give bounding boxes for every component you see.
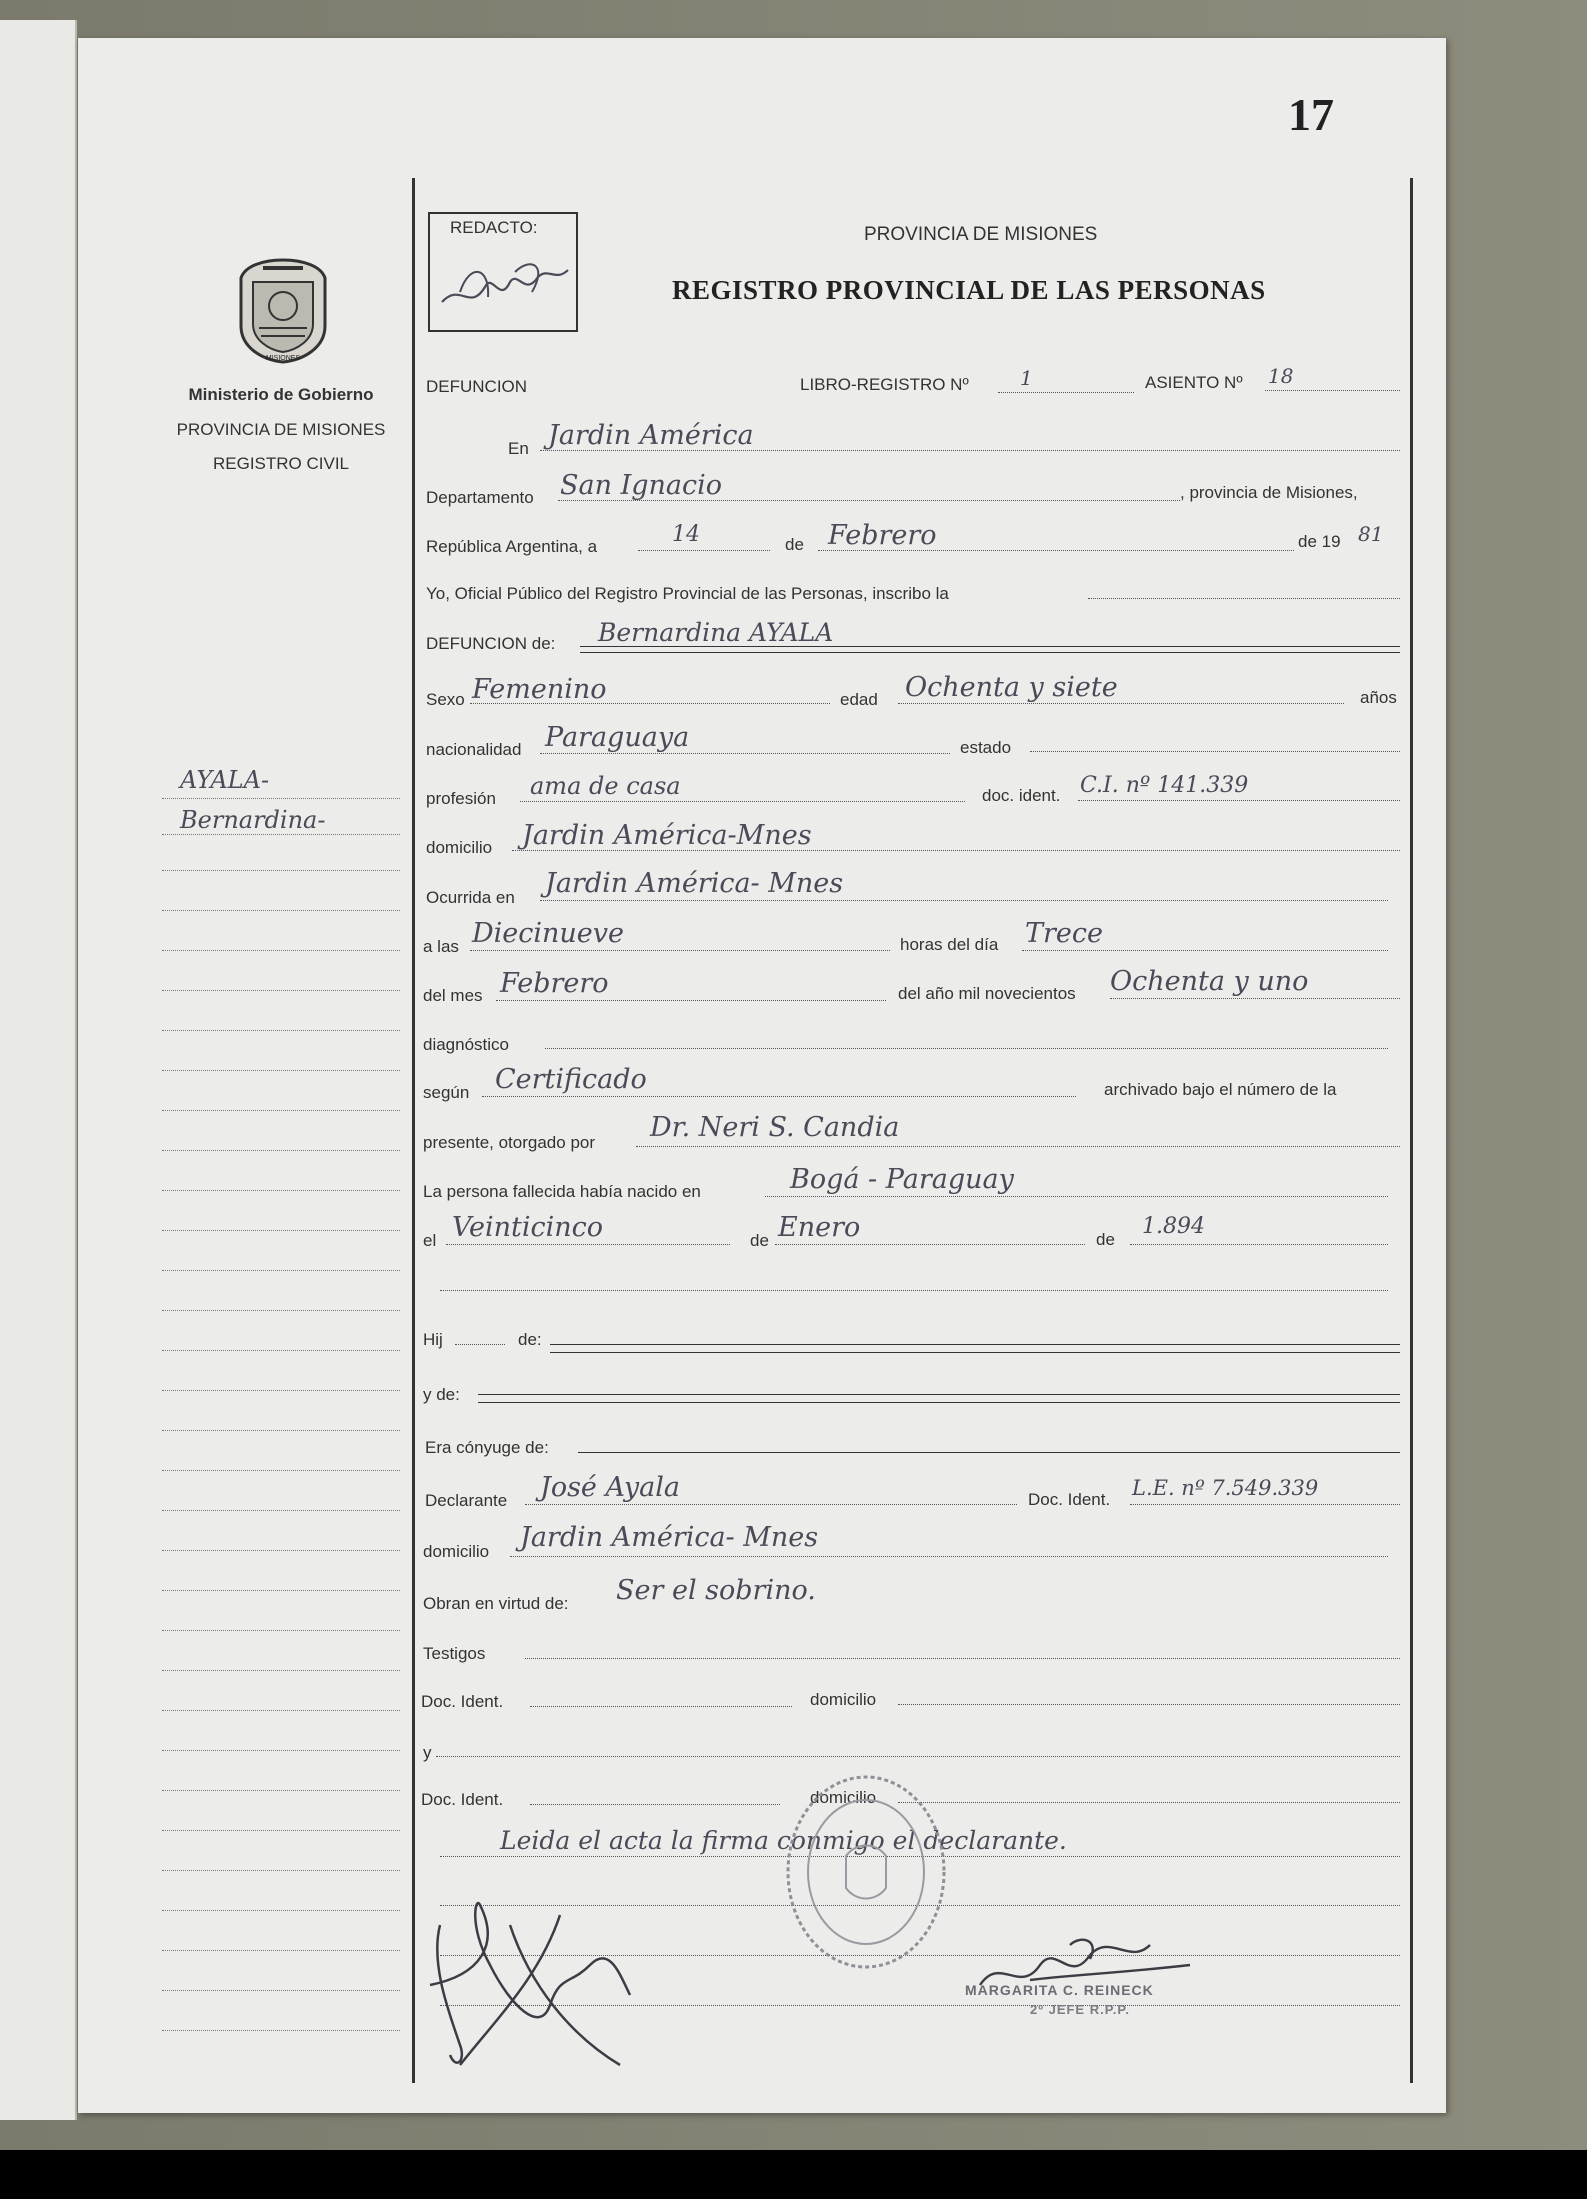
edad-value: Ochenta y siete [905, 672, 1118, 703]
domicilio4-line [898, 1802, 1400, 1803]
nacionalidad-value: Paraguaya [545, 722, 690, 753]
horas-value: Trece [1025, 918, 1103, 949]
de2-line [775, 1244, 1085, 1245]
margin-line [162, 1230, 400, 1231]
alas-line [470, 950, 890, 951]
domicilio-value: Jardin América-Mnes [522, 820, 812, 851]
docident3-label: Doc. Ident. [421, 1692, 504, 1711]
ocurrida-line [540, 900, 1388, 901]
margin-line [162, 1630, 400, 1631]
presente-line [636, 1146, 1400, 1147]
domicilio4-label: domicilio [810, 1788, 877, 1807]
yde-label: y de: [423, 1385, 460, 1404]
margin-line [162, 1550, 400, 1551]
defuncion-de-value: Bernardina AYALA [598, 618, 834, 647]
libro-label: LIBRO-REGISTRO Nº [800, 375, 969, 394]
el-label: el [423, 1231, 437, 1250]
delmes-value: Febrero [500, 968, 609, 999]
nacionalidad-line [540, 753, 950, 754]
delmes-line [496, 1000, 886, 1001]
margin-line [162, 1830, 400, 1831]
ocurrida-value: Jardin América- Mnes [545, 868, 844, 899]
domicilio2-value: Jardin América- Mnes [520, 1522, 819, 1553]
margin-line [162, 1790, 400, 1791]
footer-bar [0, 2150, 1587, 2199]
page-number: 17 [1288, 89, 1334, 140]
left-province-label: PROVINCIA DE MISIONES [176, 420, 386, 439]
yde-line-2 [478, 1402, 1400, 1403]
margin-line [162, 990, 400, 991]
conyuge-line [578, 1452, 1400, 1453]
margin-line [162, 1510, 400, 1511]
declarant-signature-icon [420, 1865, 670, 2080]
margin-note-name: Bernardina- [180, 806, 326, 834]
provincial-coat-of-arms-icon [233, 256, 333, 366]
margin-line [162, 1150, 400, 1151]
de2-label: de [750, 1231, 769, 1250]
diagnostico-label: diagnóstico [423, 1035, 510, 1054]
profesion-label: profesión [426, 789, 496, 808]
archivado-label: archivado bajo el número de la [1104, 1080, 1337, 1099]
docident2-value: L.E. nº 7.549.339 [1132, 1476, 1319, 1500]
sexo-label: Sexo [426, 690, 465, 709]
el-line [446, 1244, 730, 1245]
diagnostico-line [545, 1048, 1388, 1049]
margin-line [162, 1590, 400, 1591]
mes-value: Febrero [828, 520, 937, 551]
redacto-box [428, 212, 578, 332]
declarante-value: José Ayala [540, 1472, 680, 1503]
margin-line [162, 1110, 400, 1111]
presente-label: presente, otorgado por [423, 1133, 596, 1152]
margin-note-surname: AYALA- [180, 766, 270, 794]
previous-page-edge [0, 20, 77, 2120]
doc-ident-line [1078, 800, 1400, 801]
doc-ident-label: doc. ident. [982, 786, 1061, 805]
margin-line [162, 1950, 400, 1951]
year-value: 81 [1358, 522, 1384, 546]
redacto-signature-icon [430, 242, 576, 327]
edad-line [898, 703, 1344, 704]
obran-value: Ser el sobrino. [616, 1575, 816, 1606]
hij-de-label: de: [518, 1330, 542, 1349]
en-value: Jardin América [548, 420, 754, 451]
coat-of-arms-label: MISIONES [265, 355, 301, 362]
margin-line [162, 1390, 400, 1391]
conyuge-label: Era cónyuge de: [425, 1438, 549, 1457]
departamento-value: San Ignacio [560, 470, 723, 501]
margin-line [162, 1870, 400, 1871]
nacido-value: Bogá - Paraguay [790, 1164, 1014, 1195]
y-line [436, 1756, 1400, 1757]
docident3-line [530, 1706, 792, 1707]
dia-line [638, 550, 770, 551]
obran-label: Obran en virtud de: [423, 1594, 569, 1613]
segun-line [482, 1096, 1076, 1097]
doc-ident-value: C.I. nº 141.339 [1080, 773, 1249, 798]
domicilio-label: domicilio [426, 838, 493, 857]
y-label: y [423, 1743, 432, 1762]
delano-value: Ochenta y uno [1110, 966, 1309, 997]
asiento-value: 18 [1268, 364, 1294, 388]
defuncion-heading: DEFUNCION [426, 377, 528, 396]
defuncion-de-label: DEFUNCION de: [426, 634, 556, 653]
yo-line [1088, 598, 1400, 599]
blank-line [440, 1290, 1388, 1291]
official-stamp-name: MARGARITA C. REINECK [965, 1982, 1154, 1998]
margin-line [162, 1430, 400, 1431]
testigos-label: Testigos [423, 1644, 486, 1663]
margin-line [162, 1270, 400, 1271]
margin-line [162, 798, 400, 799]
testigos-line [525, 1658, 1400, 1659]
margin-line [162, 1030, 400, 1031]
dia-value: 14 [672, 522, 700, 547]
redacto-label: REDACTO: [450, 218, 538, 237]
registry-title: REGISTRO PROVINCIAL DE LAS PERSONAS [672, 275, 1266, 305]
hij-label: Hij [423, 1330, 443, 1349]
de-year-label: de 19 [1298, 532, 1341, 551]
hij-line [455, 1344, 505, 1345]
edad-label: edad [840, 690, 878, 709]
docident2-line [1130, 1504, 1400, 1505]
margin-line [162, 1910, 400, 1911]
asiento-line [1265, 390, 1400, 391]
margin-line [162, 834, 400, 835]
domicilio2-label: domicilio [423, 1542, 490, 1561]
margin-line [162, 950, 400, 951]
de3-line [1130, 1244, 1388, 1245]
republica-label: República Argentina, a [426, 537, 598, 556]
margin-line [162, 1190, 400, 1191]
margin-line [162, 870, 400, 871]
hij-de-line [550, 1344, 1400, 1345]
anos-label: años [1360, 688, 1397, 707]
margin-line [162, 2030, 400, 2031]
margin-line [162, 1710, 400, 1711]
header-province: PROVINCIA DE MISIONES [864, 224, 1098, 245]
delmes-label: del mes [423, 986, 483, 1005]
margin-line [162, 1990, 400, 1991]
declarante-label: Declarante [425, 1491, 508, 1510]
provincia-text: , provincia de Misiones, [1180, 483, 1358, 502]
docident2-label: Doc. Ident. [1028, 1490, 1111, 1509]
margin-line [162, 1750, 400, 1751]
de3-label: de [1096, 1230, 1115, 1249]
estado-label: estado [960, 738, 1012, 757]
segun-label: según [423, 1083, 470, 1102]
sexo-value: Femenino [472, 674, 607, 705]
de2-value: Enero [778, 1212, 861, 1243]
horas-line [1022, 950, 1388, 951]
departamento-label: Departamento [426, 488, 534, 507]
docident4-label: Doc. Ident. [421, 1790, 504, 1809]
segun-value: Certificado [495, 1064, 647, 1095]
leida-text: Leida el acta la firma conmigo el declarante. [500, 1826, 1067, 1855]
margin-line [162, 1310, 400, 1311]
defuncion-de-line-2 [580, 652, 1400, 653]
en-label: En [508, 439, 529, 458]
registry-civil-label: REGISTRO CIVIL [212, 454, 350, 473]
ocurrida-label: Ocurrida en [426, 888, 515, 907]
left-frame-line [412, 178, 415, 2083]
de3-value: 1.894 [1142, 1214, 1205, 1239]
margin-line [162, 910, 400, 911]
presente-value: Dr. Neri S. Candia [650, 1112, 900, 1143]
estado-line [1030, 751, 1400, 752]
nacionalidad-label: nacionalidad [426, 740, 522, 759]
profesion-line [520, 801, 965, 802]
domicilio3-line [898, 1704, 1400, 1705]
hij-de-line-2 [550, 1352, 1400, 1353]
yde-line [478, 1394, 1400, 1395]
nacido-label: La persona fallecida había nacido en [423, 1182, 701, 1201]
margin-line [162, 1070, 400, 1071]
profesion-value: ama de casa [530, 772, 681, 800]
delano-line [1110, 998, 1400, 999]
domicilio3-label: domicilio [810, 1690, 877, 1709]
margin-line [162, 1670, 400, 1671]
declarante-line [525, 1504, 1017, 1505]
horas-label: horas del día [900, 935, 999, 954]
docident4-line [530, 1804, 780, 1805]
yo-text: Yo, Oficial Público del Registro Provincial de las Personas, inscribo la [426, 584, 949, 603]
alas-label: a las [423, 937, 459, 956]
ministry-label: Ministerio de Gobierno [188, 385, 374, 404]
domicilio2-line [510, 1556, 1388, 1557]
asiento-label: ASIENTO Nº [1145, 373, 1243, 392]
libro-value: 1 [1020, 366, 1033, 390]
margin-line [162, 1470, 400, 1471]
alas-value: Diecinueve [472, 918, 625, 949]
libro-line [998, 392, 1134, 393]
margin-line [162, 1350, 400, 1351]
nacido-line [765, 1196, 1388, 1197]
de-label: de [785, 535, 804, 554]
official-seal-icon [782, 1772, 950, 1972]
delano-label: del año mil novecientos [898, 984, 1076, 1003]
el-value: Veinticinco [452, 1212, 604, 1243]
right-frame-line [1410, 178, 1413, 2083]
official-stamp-title: 2º JEFE R.P.P. [1030, 2002, 1130, 2017]
